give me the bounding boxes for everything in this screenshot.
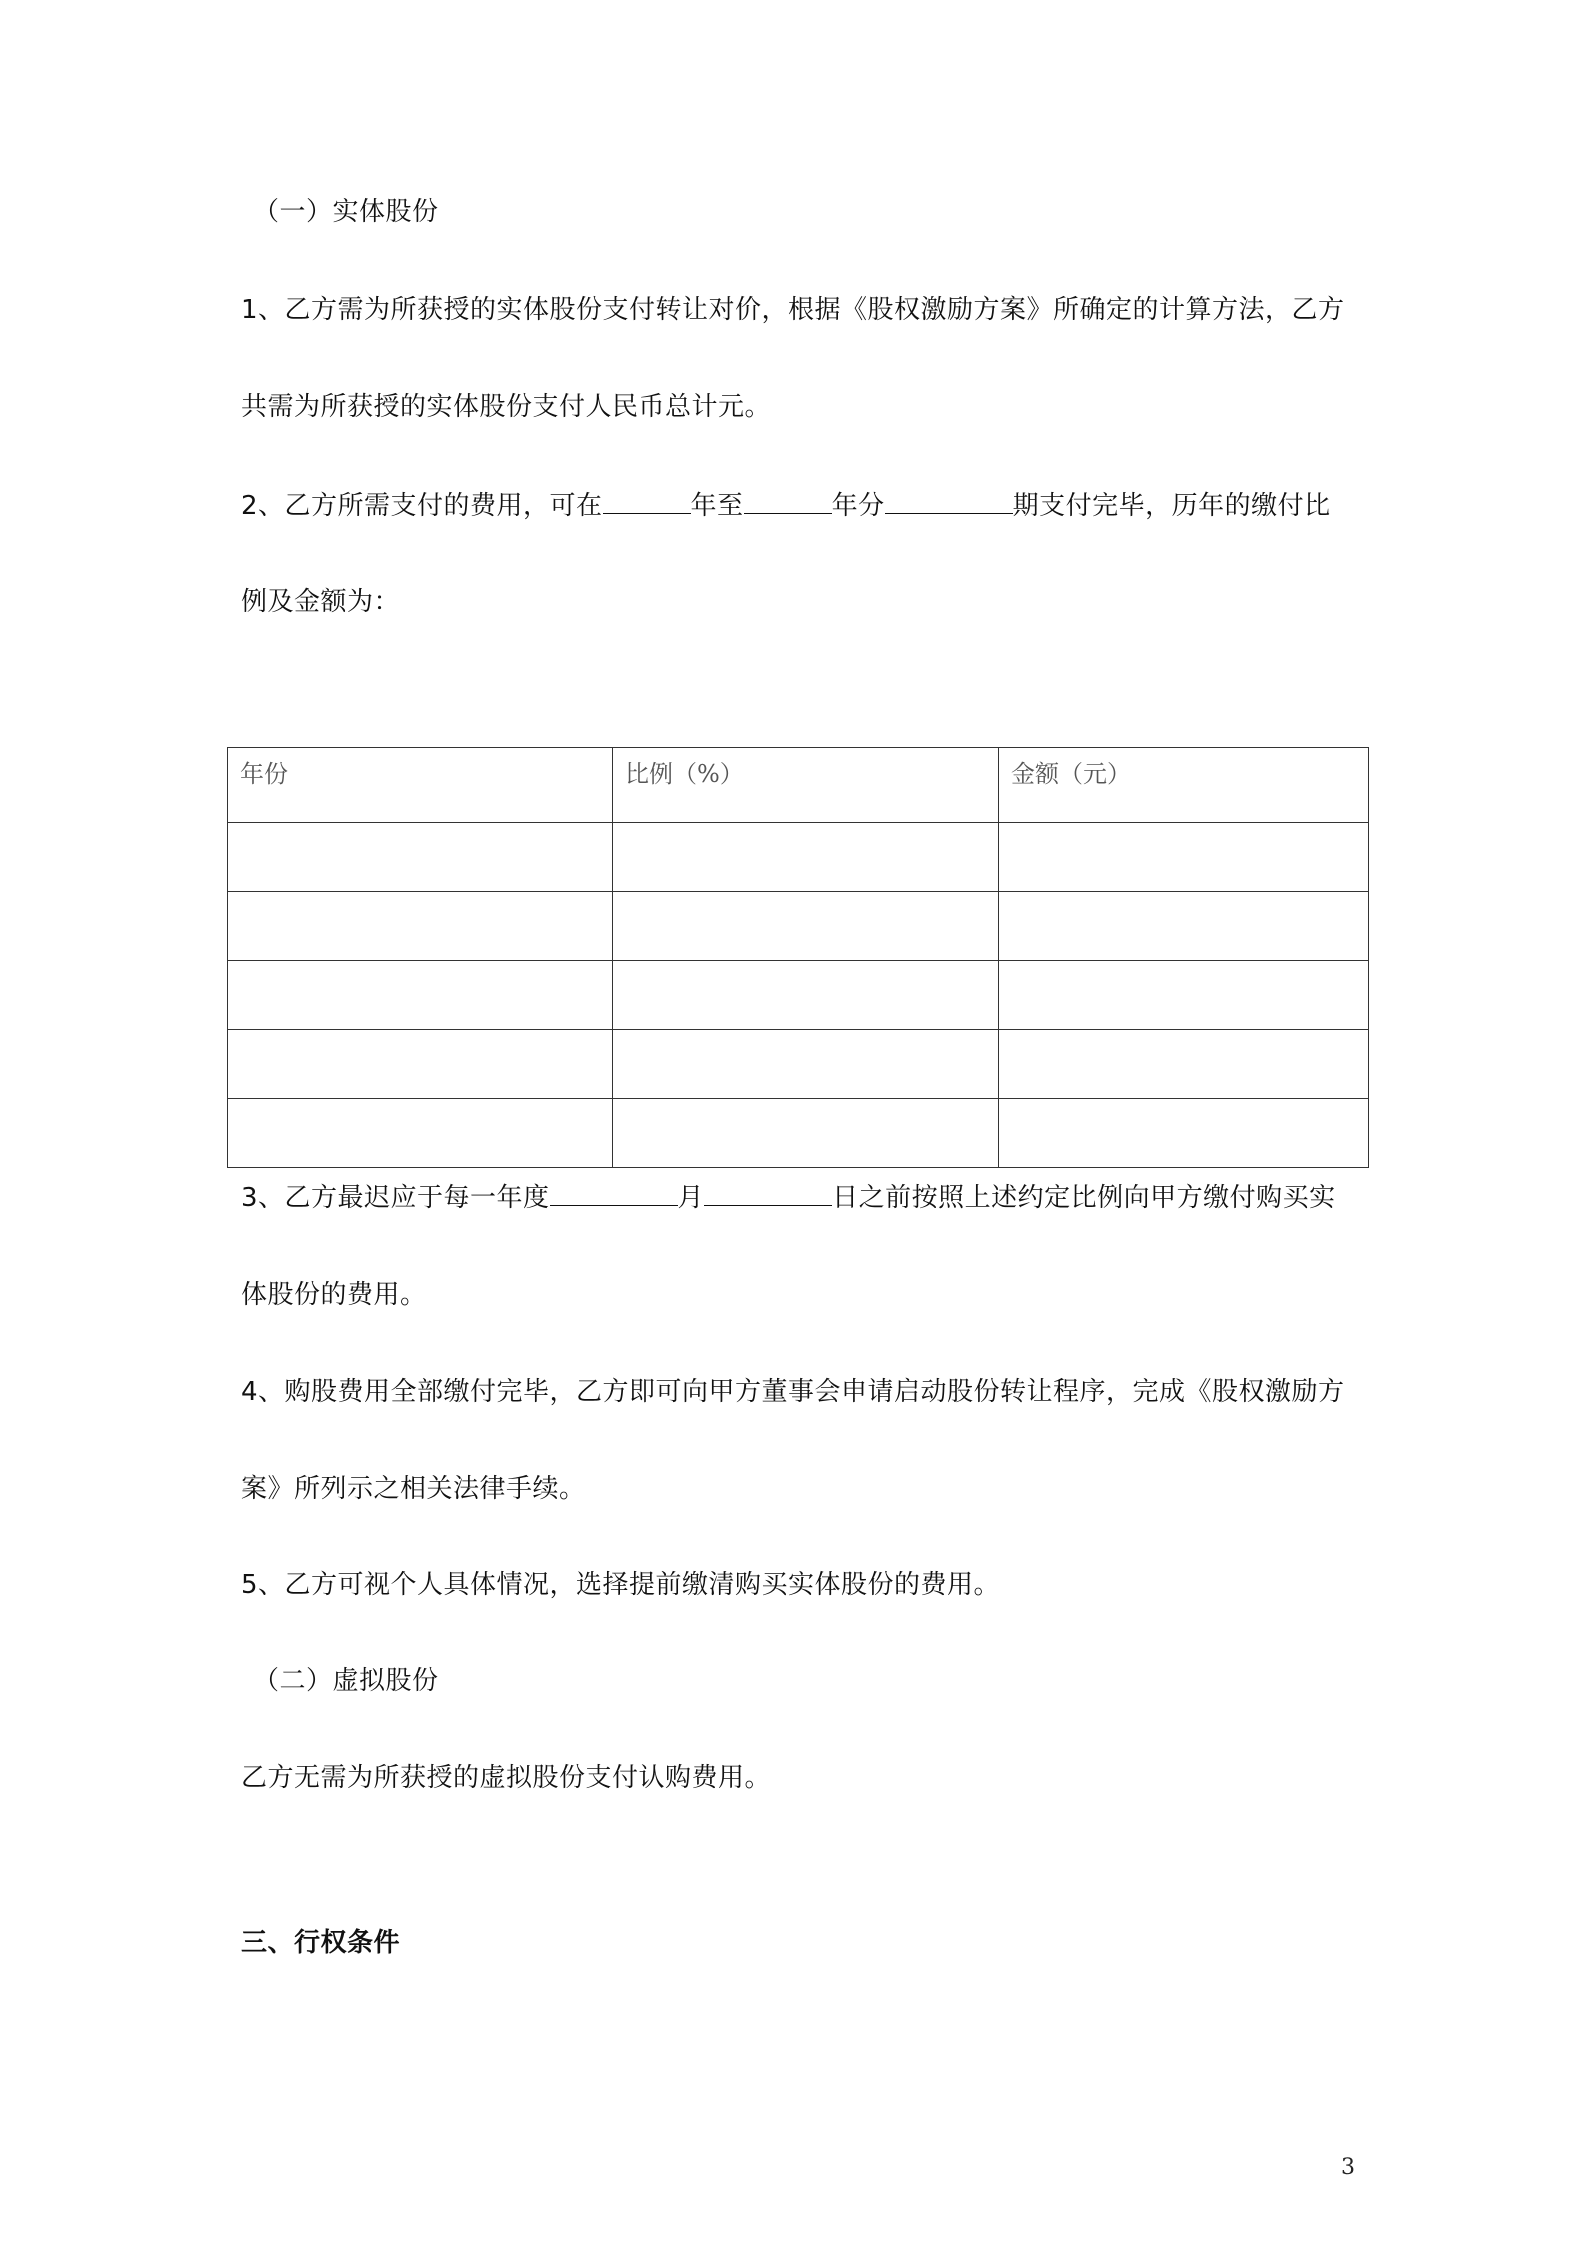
section-two-paragraph: 乙方无需为所获授的虚拟股份支付认购费用。 bbox=[241, 1763, 772, 1793]
paragraph-2-mid-1: 年至 bbox=[690, 491, 744, 521]
section-one-title: （一）实体股份 bbox=[253, 197, 439, 227]
table-header-row bbox=[228, 748, 1369, 823]
month-blank bbox=[550, 1183, 678, 1206]
table-cell-amount bbox=[999, 1099, 1369, 1168]
table-row bbox=[228, 892, 1369, 961]
day-blank bbox=[704, 1183, 832, 1206]
table-cell-amount bbox=[999, 823, 1369, 892]
paragraph-4-line-2: 案》所列示之相关法律手续。 bbox=[241, 1474, 586, 1504]
paragraph-3-suffix: 日之前按照上述约定比例向甲方缴付购买实 bbox=[832, 1183, 1336, 1213]
table-cell-ratio bbox=[613, 823, 999, 892]
paragraph-3-line-2: 体股份的费用。 bbox=[241, 1280, 427, 1310]
table-row bbox=[228, 961, 1369, 1030]
header-year: 年份 bbox=[228, 748, 613, 823]
table-cell-year bbox=[228, 823, 613, 892]
table-cell-year bbox=[228, 961, 613, 1030]
table-cell-year bbox=[228, 1099, 613, 1168]
paragraph-5: 5、乙方可视个人具体情况，选择提前缴清购买实体股份的费用。 bbox=[241, 1570, 1001, 1600]
table-row bbox=[228, 1099, 1369, 1168]
table-cell-year bbox=[228, 892, 613, 961]
table-cell-ratio bbox=[613, 1030, 999, 1099]
paragraph-4-line-1: 4、购股费用全部缴付完毕，乙方即可向甲方董事会申请启动股份转让程序，完成《股权激励方 bbox=[241, 1377, 1345, 1407]
paragraph-2-line-1 bbox=[241, 491, 1331, 521]
paragraph-3-mid: 月 bbox=[677, 1183, 705, 1213]
start-year-blank bbox=[603, 491, 691, 514]
periods-blank bbox=[885, 491, 1013, 514]
payment-schedule-table bbox=[227, 747, 1369, 1168]
paragraph-2-suffix: 期支付完毕，历年的缴付比 bbox=[1012, 491, 1331, 521]
table-cell-amount bbox=[999, 1030, 1369, 1099]
paragraph-3-prefix: 3、乙方最迟应于每一年度 bbox=[241, 1183, 550, 1213]
table-cell-year bbox=[228, 1030, 613, 1099]
paragraph-1-line-1: 1、乙方需为所获授的实体股份支付转让对价，根据《股权激励方案》所确定的计算方法，乙方 bbox=[241, 295, 1345, 325]
table-row bbox=[228, 823, 1369, 892]
table-cell-ratio bbox=[613, 892, 999, 961]
paragraph-2-mid-2: 年分 bbox=[831, 491, 885, 521]
page-number: 3 bbox=[1341, 2155, 1355, 2180]
header-amount: 金额（元） bbox=[999, 748, 1369, 823]
paragraph-3-line-1 bbox=[241, 1183, 1336, 1213]
table-cell-ratio bbox=[613, 1099, 999, 1168]
paragraph-2-prefix: 2、乙方所需支付的费用，可在 bbox=[241, 491, 603, 521]
section-three-heading: 三、行权条件 bbox=[241, 1928, 401, 1958]
table-cell-ratio bbox=[613, 961, 999, 1030]
table-cell-amount bbox=[999, 961, 1369, 1030]
paragraph-2-line-2: 例及金额为： bbox=[241, 587, 401, 617]
table-cell-amount bbox=[999, 892, 1369, 961]
table-row bbox=[228, 1030, 1369, 1099]
end-year-blank bbox=[744, 491, 832, 514]
paragraph-1-line-2: 共需为所获授的实体股份支付人民币总计元。 bbox=[241, 392, 772, 422]
section-two-title: （二）虚拟股份 bbox=[253, 1666, 439, 1696]
header-ratio: 比例（%） bbox=[613, 748, 999, 823]
